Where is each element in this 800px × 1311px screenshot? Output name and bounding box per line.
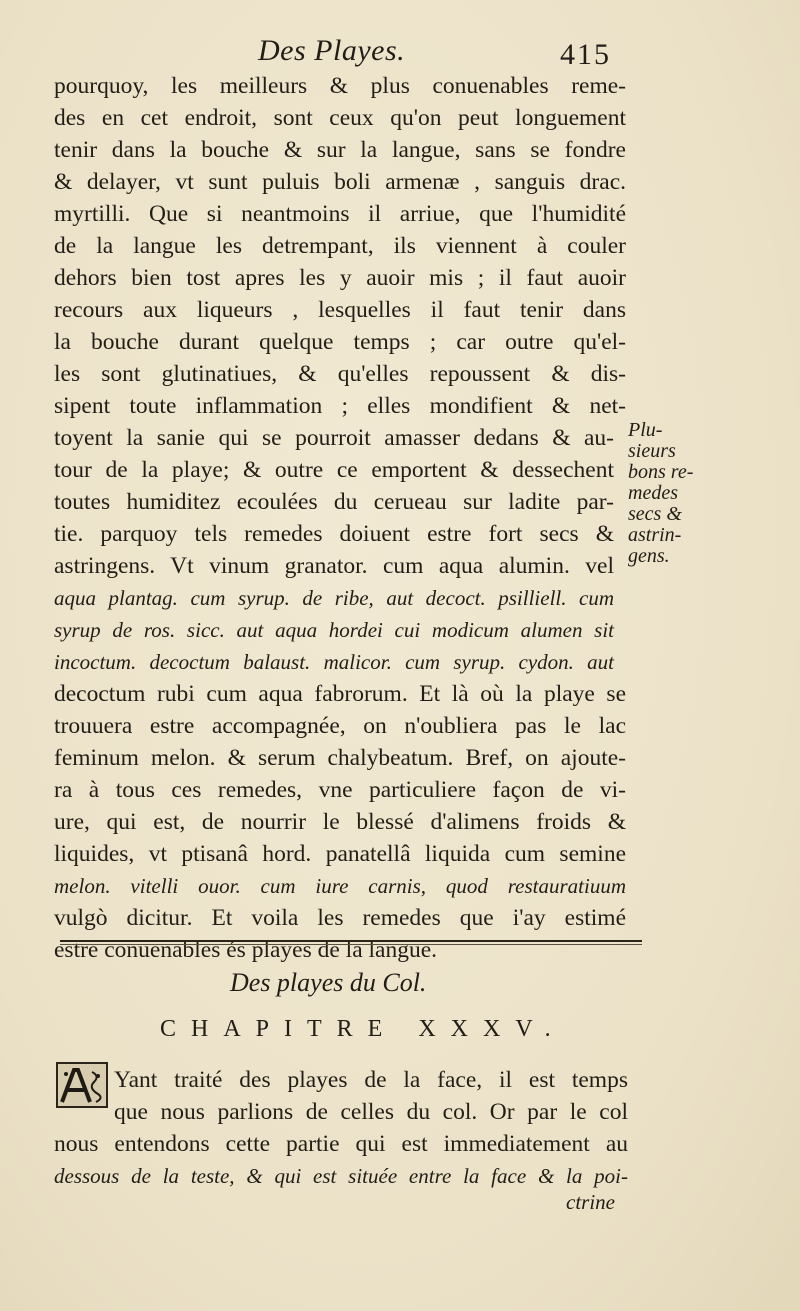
text-line: dessous de la teste, & qui est située entre la face & la poi-: [54, 1164, 628, 1188]
section-title: Des playes du Col.: [230, 968, 427, 997]
margin-note: [628, 420, 728, 567]
margin-note-line: bons re-: [628, 461, 694, 483]
text-line: Yant traité des playes de la face, il est temps: [114, 1067, 628, 1093]
text-line: des en cet endroit, sont ceux qu'on peut longuement: [54, 105, 626, 131]
text-line: decoctum rubi cum aqua fabrorum. Et là où la playe se: [54, 681, 626, 707]
text-line: la bouche durant quelque temps ; car outre qu'el-: [54, 329, 626, 355]
text-line: toutes humiditez ecoulées du cerueau sur ladite par-: [54, 489, 614, 515]
text-line: liquides, vt ptisanâ hord. panatellâ liquida cum semine: [54, 841, 626, 867]
text-line: tie. parquoy tels remedes doiuent estre fort secs &: [54, 521, 614, 547]
text-line: pourquoy, les meilleurs & plus conuenables reme-: [54, 73, 626, 99]
margin-note-line: sieurs: [628, 440, 676, 462]
text-line: incoctum. decoctum balaust. malicor. cum syrup. cydon. aut: [54, 650, 614, 674]
margin-note-line: medes: [628, 482, 678, 504]
chapter-text: [54, 1064, 628, 1192]
catchword: ctrine: [566, 1190, 615, 1214]
section-divider: [60, 940, 642, 942]
margin-note-line: gens.: [628, 545, 670, 567]
text-line: de la langue les detrempant, ils viennent à couler: [54, 233, 626, 259]
chapter-heading: CHAPITRE XXXV.: [160, 1016, 566, 1042]
section-divider-thin: [60, 944, 642, 945]
text-line: nous entendons cette partie qui est immediatement au: [54, 1131, 628, 1157]
body-text: [54, 70, 626, 966]
text-line: syrup de ros. sicc. aut aqua hordei cui modicum alumen sit: [54, 618, 614, 642]
page-number: 415: [560, 38, 611, 71]
margin-note-line: astrin-: [628, 524, 682, 546]
text-line: que nous parlions de celles du col. Or par le col: [114, 1099, 628, 1125]
margin-note-line: secs &: [628, 503, 682, 525]
text-line: sipent toute inflammation ; elles mondifient & net-: [54, 393, 626, 419]
text-line: ure, qui est, de nourrir le blessé d'alimens froids &: [54, 809, 626, 835]
text-line: tenir dans la bouche & sur la langue, sans se fondre: [54, 137, 626, 163]
text-line: estre conuenables és playes de la langue.: [54, 937, 438, 963]
text-line: vulgò dicitur. Et voila les remedes que i'ay estimé: [54, 905, 626, 931]
text-line: toyent la sanie qui se pourroit amasser dedans & au-: [54, 425, 614, 451]
text-line: recours aux liqueurs , lesquelles il faut tenir dans: [54, 297, 626, 323]
text-line: tour de la playe; & outre ce emportent & dessechent: [54, 457, 614, 483]
text-line: dehors bien tost apres les y auoir mis ; il faut auoir: [54, 265, 626, 291]
text-line: myrtilli. Que si neantmoins il arriue, que l'humidité: [54, 201, 626, 227]
text-line: & delayer, vt sunt puluis boli armenæ , sanguis drac.: [54, 169, 626, 195]
text-line: aqua plantag. cum syrup. de ribe, aut decoct. psilliell. cum: [54, 586, 614, 610]
text-line: melon. vitelli ouor. cum iure carnis, quod restauratiuum: [54, 874, 626, 898]
text-line: trouuera estre accompagnée, on n'oubliera pas le lac: [54, 713, 626, 739]
running-head: Des Playes.: [258, 34, 406, 67]
text-line: feminum melon. & serum chalybeatum. Bref, on ajoute-: [54, 745, 626, 771]
margin-note-line: Plu-: [628, 419, 663, 441]
text-line: ra à tous ces remedes, vne particuliere façon de vi-: [54, 777, 626, 803]
text-line: astringens. Vt vinum granator. cum aqua alumin. vel: [54, 553, 614, 579]
text-line: les sont glutinatiues, & qu'elles repoussent & dis-: [54, 361, 626, 387]
